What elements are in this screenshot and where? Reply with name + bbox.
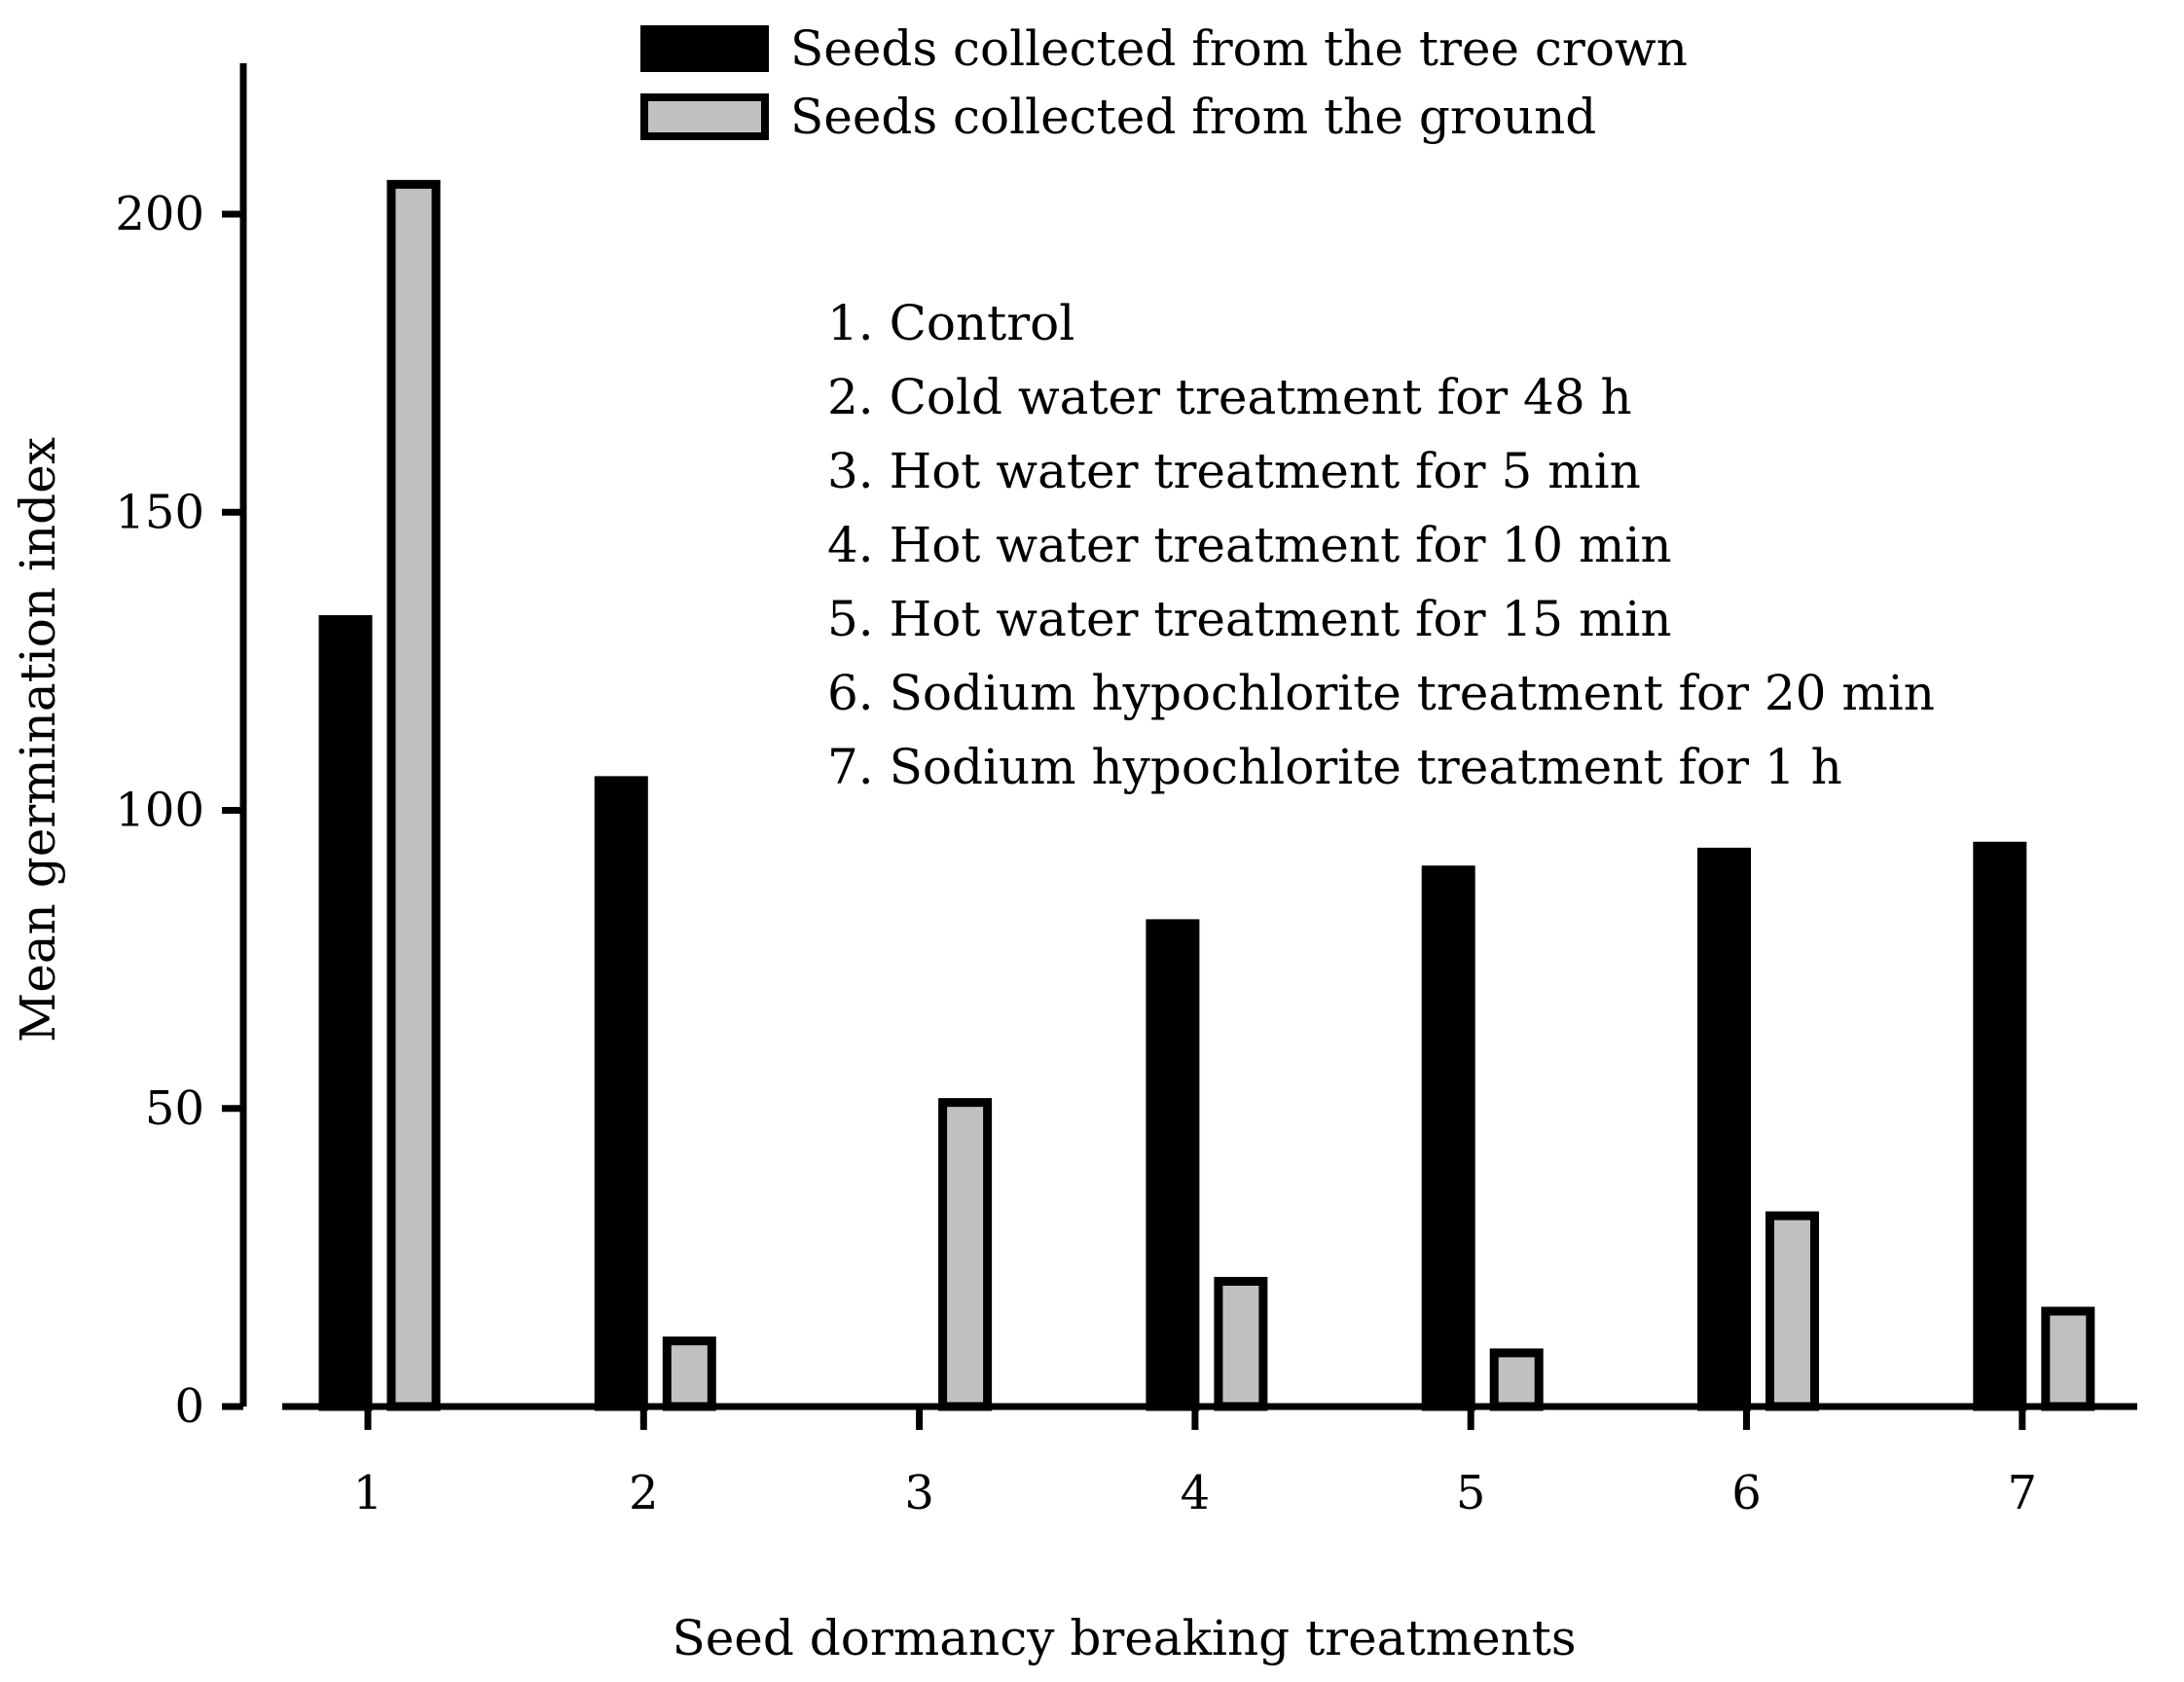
treatment-key-line: 2. Cold water treatment for 48 h [827, 369, 1632, 425]
y-axis-title: Mean germination index [10, 437, 66, 1042]
legend-label-ground: Seeds collected from the ground [790, 89, 1597, 145]
x-tick-label: 1 [352, 1466, 383, 1520]
x-tick-label: 4 [1180, 1466, 1211, 1520]
x-axis-title: Seed dormancy breaking treatments [672, 1610, 1577, 1666]
legend-swatch-ground [644, 97, 765, 136]
treatment-key-line: 7. Sodium hypochlorite treatment for 1 h [827, 739, 1842, 795]
bar-ground-3 [943, 1103, 988, 1407]
bar-ground-1 [391, 184, 436, 1407]
legend-label-tree-crown: Seeds collected from the tree crown [790, 20, 1688, 77]
legend-swatch-tree-crown [644, 29, 765, 68]
bar-tree-crown-4 [1150, 924, 1195, 1407]
bars-layer [323, 184, 2091, 1407]
y-tick-label: 200 [115, 187, 204, 241]
treatment-key-line: 3. Hot water treatment for 5 min [827, 443, 1641, 499]
x-tick-label: 2 [629, 1466, 659, 1520]
treatment-key-line: 4. Hot water treatment for 10 min [827, 517, 1672, 573]
bar-ground-4 [1219, 1281, 1263, 1407]
x-tick-label: 3 [904, 1466, 934, 1520]
y-tick-label: 0 [174, 1379, 204, 1434]
bar-ground-5 [1494, 1353, 1539, 1407]
bar-tree-crown-6 [1702, 852, 1747, 1407]
bar-tree-crown-7 [1978, 846, 2022, 1407]
treatment-key-line: 5. Hot water treatment for 15 min [827, 591, 1672, 647]
bar-ground-7 [2046, 1311, 2091, 1407]
legend [644, 20, 1688, 145]
x-tick-label: 6 [1731, 1466, 1762, 1520]
bar-ground-2 [667, 1341, 711, 1407]
bar-tree-crown-5 [1426, 870, 1471, 1407]
bar-ground-6 [1770, 1216, 1815, 1407]
x-tick-label: 7 [2007, 1466, 2038, 1520]
y-tick-label: 150 [115, 485, 204, 540]
bar-tree-crown-2 [599, 781, 643, 1407]
x-tick-label: 5 [1455, 1466, 1486, 1520]
bar-tree-crown-1 [323, 620, 368, 1408]
treatment-key-line: 1. Control [827, 295, 1075, 351]
treatment-key-line: 6. Sodium hypochlorite treatment for 20 min [827, 665, 1935, 721]
y-tick-label: 100 [115, 783, 204, 838]
y-tick-label: 50 [144, 1080, 204, 1136]
treatment-key [827, 295, 1935, 795]
